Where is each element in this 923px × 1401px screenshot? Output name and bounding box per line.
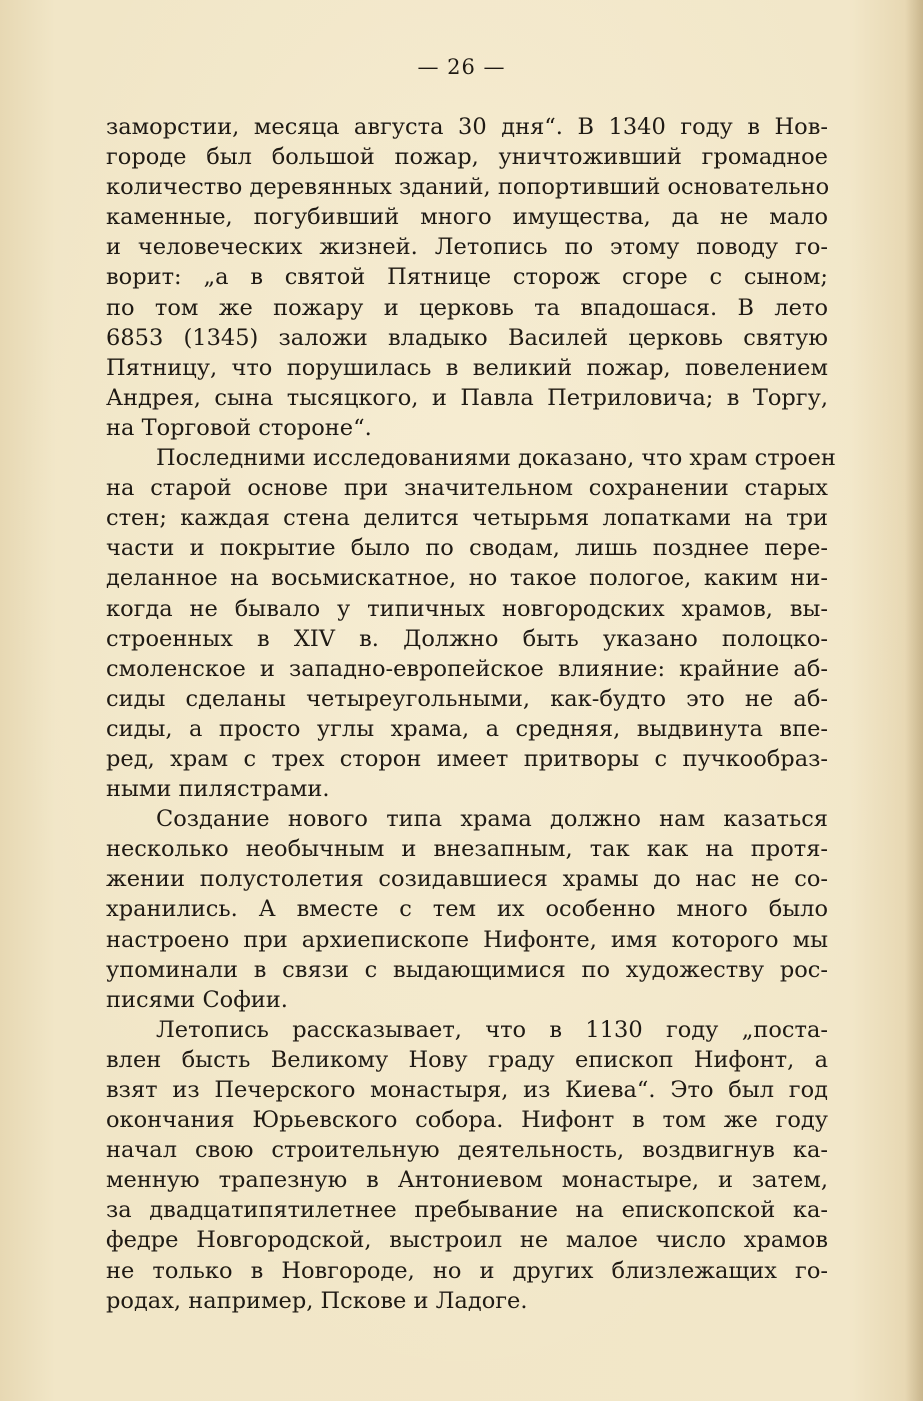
text-line: Андрея, сына тысяцкого, и Павла Петриловича; в Торгу, xyxy=(106,384,828,411)
text-line: менную трапезную в Антониевом монастыре, и затем, xyxy=(106,1167,828,1194)
text-line: несколько необычным и внезапным, так как на протя- xyxy=(106,836,828,863)
text-line: Последними исследованиями доказано, что храм строен xyxy=(156,445,836,472)
text-line: смоленское и западно-европейское влияние: крайние аб- xyxy=(106,655,828,682)
text-line: Создание нового типа храма должно нам казаться xyxy=(156,806,828,833)
page-number: — 26 — xyxy=(417,55,506,79)
text-line: Летопись рассказывает, что в 1130 году „поста- xyxy=(156,1016,828,1043)
text-line: хранились. А вместе с тем их особенно много было xyxy=(106,896,828,923)
paragraph xyxy=(106,443,836,804)
text-line: сиды сделаны четыреугольными, как-будто это не аб- xyxy=(106,685,828,712)
text-line: заморстии, месяца августа 30 дня“. В 1340 году в Нов- xyxy=(106,114,828,140)
text-line: строенных в XIV в. Должно быть указано полоцко- xyxy=(106,625,828,652)
text-line: окончания Юрьевского собора. Нифонт в том же году xyxy=(106,1107,828,1134)
text-line: настроено при архиепископе Нифонте, имя которого мы xyxy=(106,926,828,953)
text-line: жении полустолетия созидавшиеся храмы до нас не со- xyxy=(106,866,828,893)
page-edge-shadow xyxy=(905,0,923,1401)
paragraph xyxy=(106,112,828,443)
text-line: сиды, а просто углы храма, а средняя, выдвинута впе- xyxy=(106,715,828,742)
paragraph xyxy=(106,1015,828,1316)
text-line: когда не бывало у типичных новгородских храмов, вы- xyxy=(106,595,828,622)
text-line: не только в Новгороде, но и других близлежащих го- xyxy=(106,1257,828,1284)
text-line: на старой основе при значительном сохранении старых xyxy=(106,475,828,502)
text-line: ными пилястрами. xyxy=(106,776,330,803)
text-line: части и покрытие было по сводам, лишь позднее пере- xyxy=(106,535,828,562)
text-line: каменные, погубивший много имущества, да не мало xyxy=(106,204,828,231)
text-line: за двадцатипятилетнее пребывание на епископской ка- xyxy=(106,1197,828,1224)
paragraph xyxy=(106,804,828,1015)
text-line: упоминали в связи с выдающимися по художеству рос- xyxy=(106,956,828,983)
text-line: ред, храм с трех сторон имеет притворы с пучкообраз- xyxy=(106,745,828,772)
text-line: федре Новгородской, выстроил не малое число храмов xyxy=(106,1227,828,1254)
text-line: писями Софии. xyxy=(106,986,288,1013)
text-line: Пятницу, что порушилась в великий пожар, повелением xyxy=(106,354,828,381)
text-line: деланное на восьмискатное, но такое пологое, каким ни- xyxy=(106,565,828,592)
text-line: ворит: „а в святой Пятнице сторож сгоре с сыном; xyxy=(106,264,828,291)
text-line: и человеческих жизней. Летопись по этому поводу го- xyxy=(106,234,828,261)
text-line: 6853 (1345) заложи владыко Василей церковь святую xyxy=(106,324,828,351)
text-line: городе был большой пожар, уничтоживший громадное xyxy=(106,144,828,171)
text-line: количество деревянных зданий, попортивший основательно xyxy=(106,174,830,201)
text-line: взят из Печерского монастыря, из Киева“. Это был год xyxy=(106,1077,828,1103)
text-line: влен бысть Великому Нову граду епископ Нифонт, а xyxy=(106,1046,828,1073)
text-line: родах, например, Пскове и Ладоге. xyxy=(106,1287,528,1314)
text-line: стен; каждая стена делится четырьмя лопатками на три xyxy=(106,505,828,532)
text-line: на Торговой стороне“. xyxy=(106,414,372,441)
text-line: по том же пожару и церковь та впадошася. В лето xyxy=(106,294,828,321)
text-line: начал свою строительную деятельность, воздвигнув ка- xyxy=(106,1137,828,1164)
body-text xyxy=(106,112,836,1316)
